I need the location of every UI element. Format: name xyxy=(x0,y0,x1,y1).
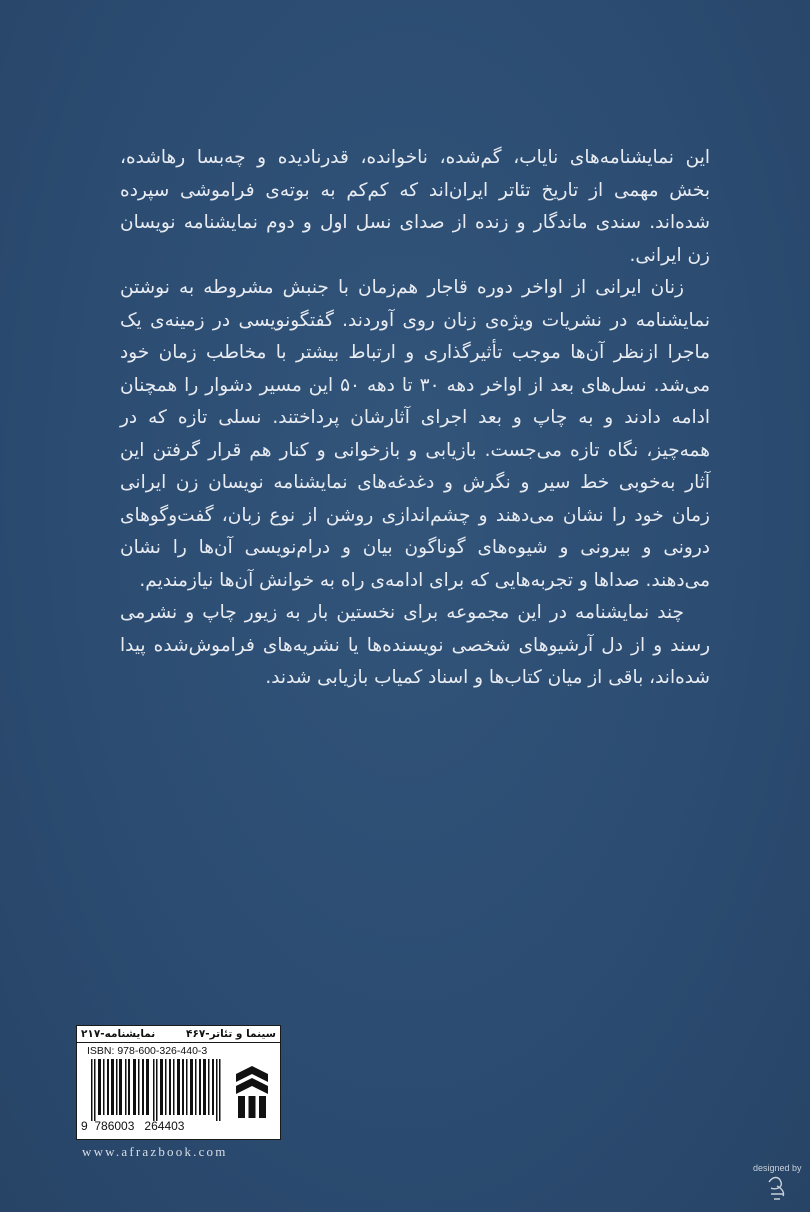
barcode-label xyxy=(76,1025,281,1140)
series-plays: نمایشنامه-۲۱۷ xyxy=(81,1028,156,1040)
publisher-website: www.afrazbook.com xyxy=(82,1144,228,1159)
barcode-digits-group2: 264403 xyxy=(144,1119,185,1133)
back-cover-blurb xyxy=(120,142,710,695)
barcode-digit-lead: 9 xyxy=(81,1119,88,1133)
barcode-digits-group1: 786003 xyxy=(94,1119,135,1133)
blurb-paragraph-3: چند نمایشنامه در این مجموعه برای نخستین بار به زیور چاپ و نشرمی رسند و از دل آرشیوهای شخصی نویسنده‌ها یا نشریه‌های فراموش‌شده پیدا شده‌اند، باقی از میان کتاب‌ها و اسناد کمیاب بازیابی شدند. xyxy=(120,602,710,688)
blurb-paragraph-2: زنان ایرانی از اواخر دوره قاجار هم‌زمان با جنبش مشروطه به نوشتن نمایشنامه در نشریات ویژه‌ی زنان روی آوردند. گفتگونویسی در زمینه‌ی یک ماجرا ازنظر آن‌ها موجب تأثیرگذاری و ارتباط بیشتر با مخاطب زمان خود می‌شد. نسل‌های بعد از اواخر دهه ۳۰ تا دهه ۵۰ این مسیر دشوار را همچنان ادامه دادند و به چاپ و بعد اجرای آثارشان پرداختند. نسلی تازه که در همه‌چیز، نگاه تازه می‌جست. بازیابی و بازخوانی و کنار هم قرار گرفتن این آثار به‌خوبی خط سیر و نگرش و دغدغه‌های نمایشنامه نویسان زن ایرانی زمان خود را نشان می‌دهند و چشم‌اندازی روشن از نوع زبان، گفت‌وگوهای درونی و بیرونی و شیوه‌های گوناگون بیان و درام‌نویسی آن‌ها را نشان می‌دهند. صداها و تجربه‌هایی که برای ادامه‌ی راه به خوانش آن‌ها نیازمندیم. xyxy=(120,277,711,591)
afraz-logo-icon xyxy=(234,1064,270,1124)
barcode-digits xyxy=(81,1119,241,1133)
designer-signature-icon xyxy=(765,1174,789,1204)
blurb-paragraph-1: این نمایشنامه‌های نایاب، گم‌شده، ناخوانده، قدرنادیده و چه‌بسا رهاشده، بخش مهمی از تاریخ تئاتر ایران‌اند که کم‌کم به بوته‌ی فراموشی سپرده شده‌اند. سندی ماندگار و زنده از صدای نسل اول و دوم نمایشنامه نویسان زن ایرانی. xyxy=(120,147,710,266)
series-header xyxy=(77,1026,280,1043)
series-cinema-theater: سینما و تئاتر-۴۶۷ xyxy=(186,1028,276,1040)
designer-credit: designed by xyxy=(753,1163,802,1173)
barcode-icon xyxy=(85,1059,235,1121)
isbn-text: ISBN: 978-600-326-440-3 xyxy=(87,1045,208,1057)
